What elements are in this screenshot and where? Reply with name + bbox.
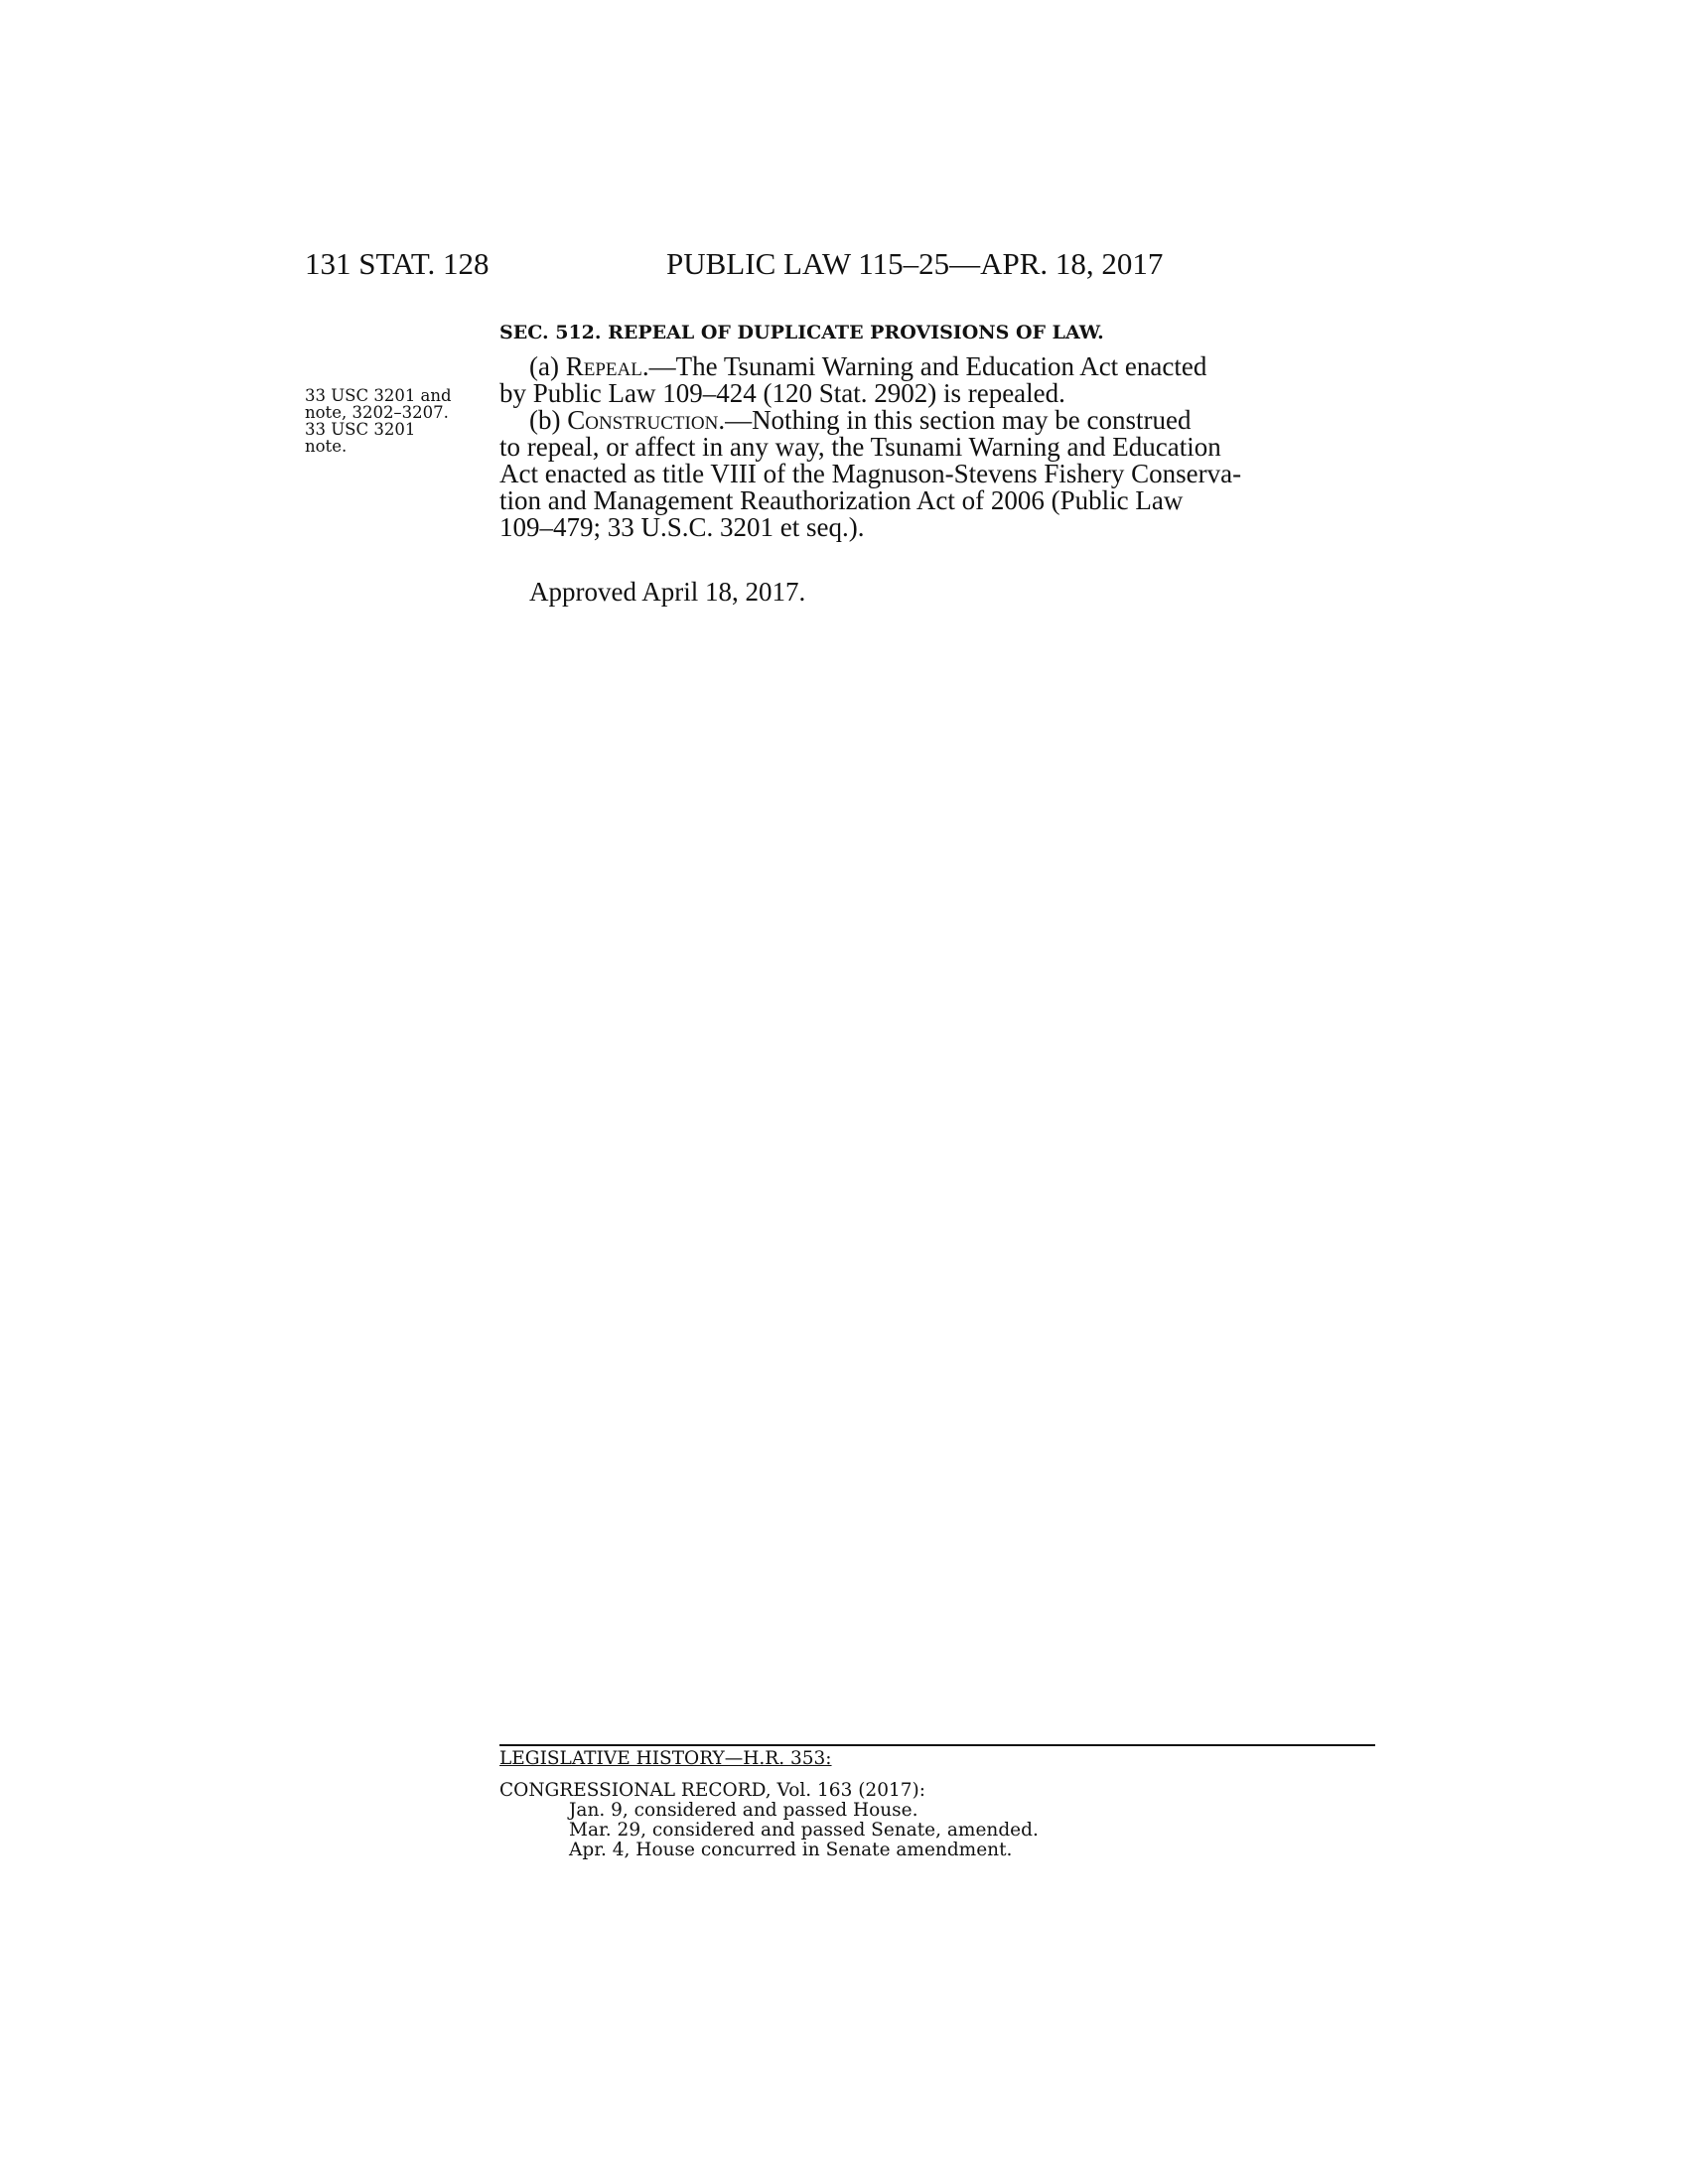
legislative-history-title: LEGISLATIVE HISTORY—H.R. 353: (499, 1748, 832, 1769)
public-law-title: PUBLIC LAW 115–25—APR. 18, 2017 (666, 246, 1164, 281)
section-heading: SEC. 512. REPEAL OF DUPLICATE PROVISIONS OF LAW. (499, 322, 1104, 343)
paragraph-line (499, 434, 1375, 461)
running-header (305, 244, 1211, 284)
section-body (499, 353, 1375, 541)
paragraph-text: .—The Tsunami Warning and Education Act enacted (641, 351, 1207, 381)
margin-notes (305, 387, 484, 455)
paragraph-line (499, 380, 1375, 407)
paragraph-text: .—Nothing in this section may be construed (718, 405, 1192, 435)
history-entry: Jan. 9, considered and passed House. (569, 1800, 918, 1821)
margin-note-line: 33 USC 3201 (305, 420, 416, 439)
paragraph-line (499, 461, 1375, 487)
paragraph-caption: Construction (567, 405, 719, 435)
history-entry: Mar. 29, considered and passed Senate, amended. (569, 1820, 1039, 1841)
paragraph-text: 109–479; 33 U.S.C. 3201 et seq.). (499, 512, 865, 542)
paragraph-b (499, 407, 1375, 541)
paragraph-a (499, 353, 1375, 407)
paragraph-label: (a) (529, 351, 566, 381)
paragraph-text: to repeal, or affect in any way, the Tsunami Warning and Education (499, 432, 1221, 462)
margin-note-line: 33 USC 3201 and (305, 386, 452, 405)
margin-note-line: note, 3202–3207. (305, 403, 449, 422)
footer-divider (499, 1744, 1375, 1746)
statute-page-number: 131 STAT. 128 (305, 246, 490, 281)
paragraph-line (499, 514, 1375, 541)
paragraph-line (499, 353, 1375, 380)
paragraph-line (499, 487, 1375, 514)
margin-note-line: note. (305, 437, 348, 456)
paragraph-label: (b) (529, 405, 568, 435)
approval-date: Approved April 18, 2017. (529, 577, 806, 607)
congressional-record-heading: CONGRESSIONAL RECORD, Vol. 163 (2017): (499, 1780, 925, 1801)
paragraph-text: tion and Management Reauthorization Act of 2006 (Public Law (499, 485, 1184, 515)
legislative-history (499, 1749, 1375, 1860)
history-entry: Apr. 4, House concurred in Senate amendment. (569, 1840, 1013, 1860)
paragraph-text: Act enacted as title VIII of the Magnuson-Stevens Fishery Conserva- (499, 459, 1242, 488)
paragraph-line (499, 407, 1375, 434)
paragraph-text: by Public Law 109–424 (120 Stat. 2902) is repealed. (499, 378, 1065, 408)
paragraph-caption: Repeal (565, 351, 642, 381)
